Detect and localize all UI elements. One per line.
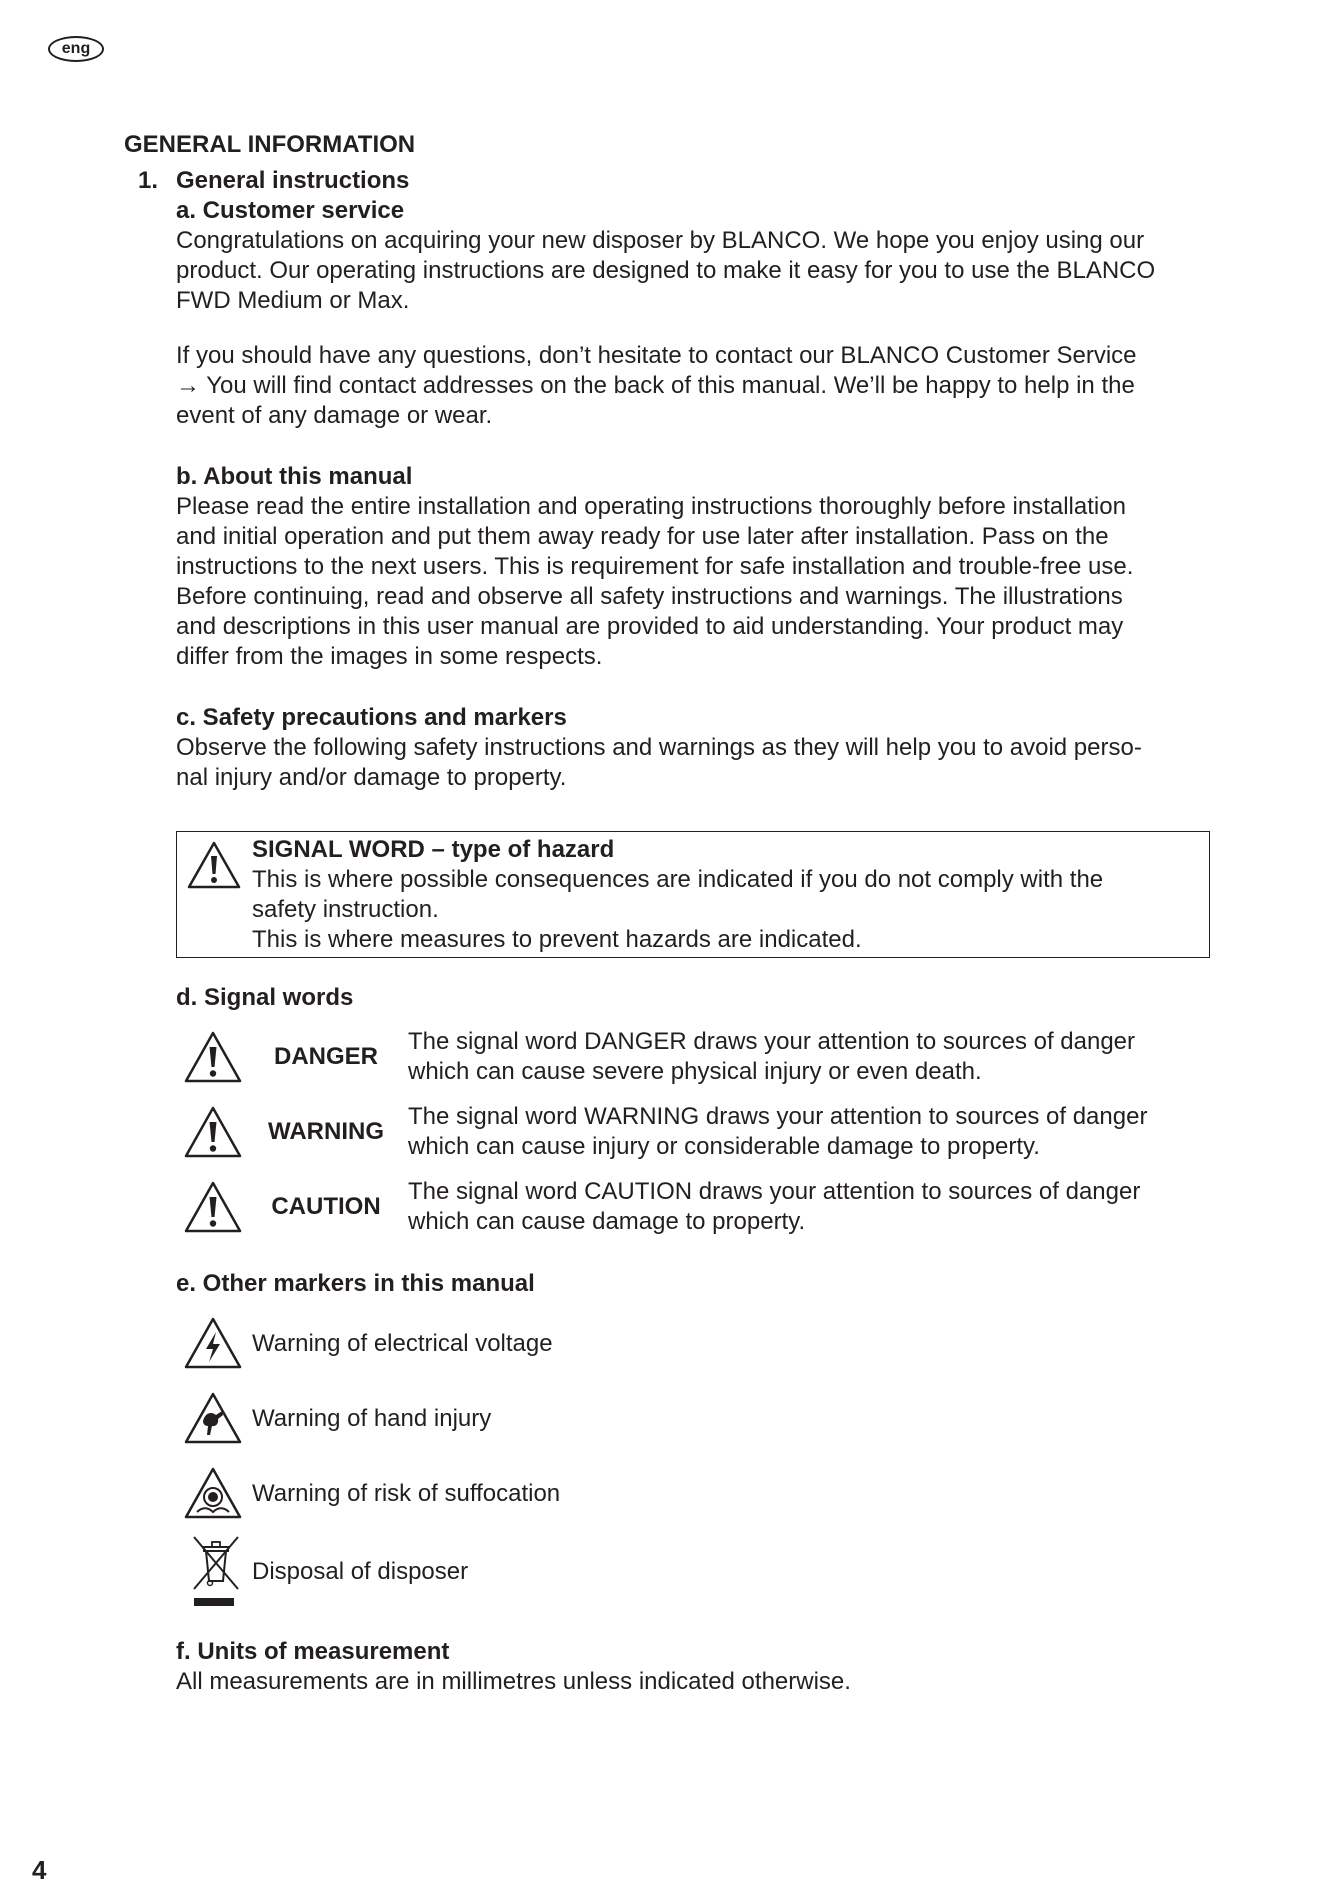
language-badge: eng — [48, 36, 104, 62]
about-manual-line: differ from the images in some respects. — [176, 643, 603, 670]
page-number: 4 — [32, 1855, 47, 1885]
section-title: GENERAL INFORMATION — [124, 131, 416, 158]
customer-service-line: → You will find contact addresses on the back of this manual. We’ll be happy to help in the — [176, 372, 1135, 399]
units-text: All measurements are in millimetres unless indicated otherwise. — [176, 1668, 851, 1695]
safety-line: nal injury and/or damage to property. — [176, 764, 567, 791]
marker-text: Disposal of disposer — [252, 1558, 469, 1585]
marker-text: Warning of hand injury — [252, 1405, 492, 1432]
customer-service-line: If you should have any questions, don’t hesitate to contact our BLANCO Customer Service — [176, 342, 1137, 369]
safety-line: Observe the following safety instructions and warnings as they will help you to avoid perso- — [176, 734, 1142, 761]
danger-description-line: The signal word DANGER draws your attention to sources of danger — [408, 1028, 1136, 1055]
marker-text: Warning of risk of suffocation — [252, 1480, 561, 1507]
warning-triangle-icon — [183, 1030, 243, 1084]
signal-box-title: SIGNAL WORD – type of hazard — [252, 836, 615, 863]
marker-text: Warning of electrical voltage — [252, 1330, 553, 1357]
warning-description-line: The signal word WARNING draws your attention to sources of danger — [408, 1103, 1148, 1130]
about-manual-line: and initial operation and put them away ready for use later after installation. Pass on the — [176, 523, 1109, 550]
caution-description-line: which can cause damage to property. — [408, 1208, 806, 1235]
customer-service-line: FWD Medium or Max. — [176, 287, 410, 314]
warning-triangle-icon — [183, 1105, 243, 1159]
warning-triangle-icon — [186, 840, 242, 890]
customer-service-line: product. Our operating instructions are designed to make it easy for you to use the BLANCO — [176, 257, 1156, 284]
hand-injury-warning-icon — [183, 1391, 243, 1445]
other-markers-heading: e. Other markers in this manual — [176, 1270, 535, 1297]
about-manual-heading: b. About this manual — [176, 463, 413, 490]
chapter-number: 1. — [138, 167, 159, 194]
caution-label: CAUTION — [271, 1193, 381, 1220]
electrical-voltage-warning-icon — [183, 1316, 243, 1370]
signal-words-heading: d. Signal words — [176, 984, 354, 1011]
signal-box-line: This is where possible consequences are indicated if you do not comply with the — [252, 866, 1104, 893]
about-manual-line: instructions to the next users. This is requirement for safe installation and trouble-free use. — [176, 553, 1134, 580]
signal-box-line: This is where measures to prevent hazards are indicated. — [252, 926, 862, 953]
warning-description-line: which can cause injury or considerable damage to property. — [408, 1133, 1040, 1160]
customer-service-heading: a. Customer service — [176, 197, 405, 224]
caution-description-line: The signal word CAUTION draws your attention to sources of danger — [408, 1178, 1141, 1205]
about-manual-line: Please read the entire installation and operating instructions thoroughly before installation — [176, 493, 1126, 520]
about-manual-line: Before continuing, read and observe all safety instructions and warnings. The illustrations — [176, 583, 1123, 610]
customer-service-line: Congratulations on acquiring your new disposer by BLANCO. We hope you enjoy using our — [176, 227, 1145, 254]
chapter-title: General instructions — [176, 167, 410, 194]
warning-triangle-icon — [183, 1180, 243, 1234]
signal-box-line: safety instruction. — [252, 896, 439, 923]
about-manual-line: and descriptions in this user manual are provided to aid understanding. Your product may — [176, 613, 1124, 640]
danger-label: DANGER — [273, 1043, 378, 1070]
crossed-out-bin-icon — [190, 1535, 242, 1609]
units-heading: f. Units of measurement — [176, 1638, 450, 1665]
warning-label: WARNING — [268, 1118, 384, 1145]
danger-description-line: which can cause severe physical injury or even death. — [408, 1058, 982, 1085]
suffocation-warning-icon — [183, 1466, 243, 1520]
customer-service-line: event of any damage or wear. — [176, 402, 493, 429]
safety-heading: c. Safety precautions and markers — [176, 704, 567, 731]
